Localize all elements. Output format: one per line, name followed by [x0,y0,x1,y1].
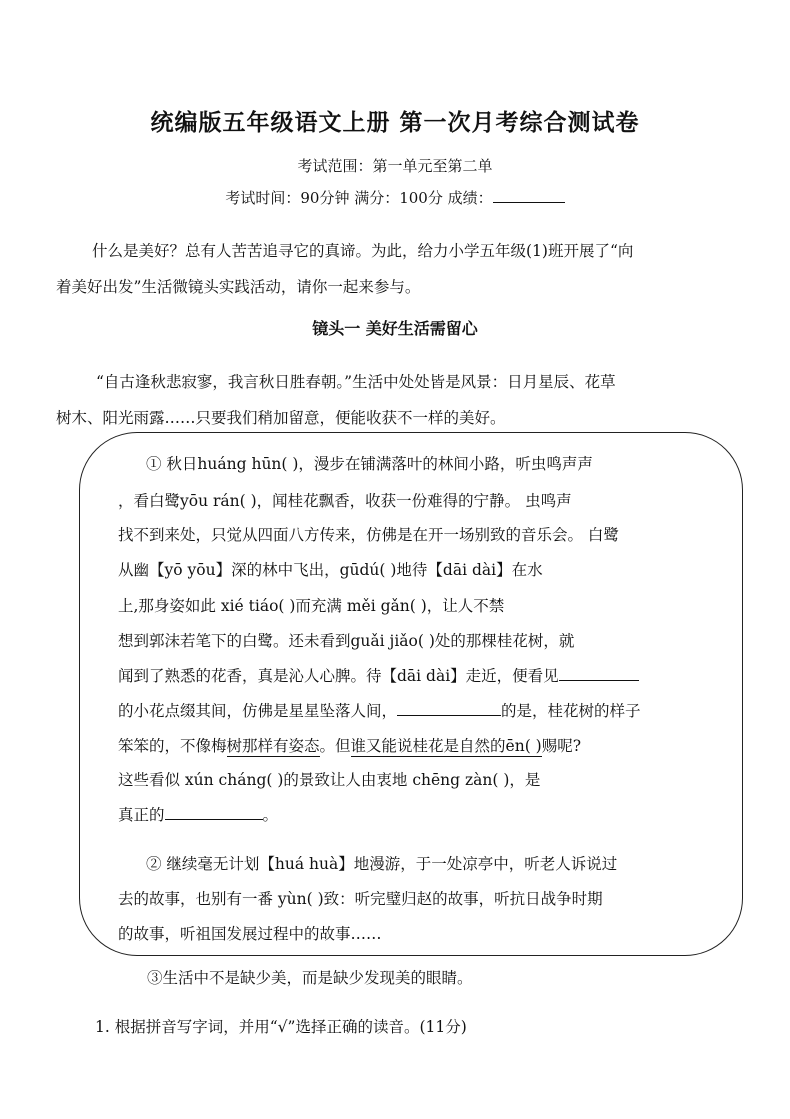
passage-line-8-text-a: 的小花点缀其间，仿佛是星星坠落人间， [118,702,398,720]
passage-line-11 [118,803,278,825]
passage-line-9-text-e: 赐呢? [541,737,582,755]
passage-line-11-end: 。 [262,806,279,824]
passage-line-3: 找不到来处，只觉从四面八方传来，仿佛是在开一场别致的音乐会。 白鹭 [118,526,619,544]
passage-line-8-text-b: 的是，桂花树的样子 [501,702,641,720]
exam-range: 考试范围：第一单元至第二单 [297,157,493,175]
passage-line-7-text: 闻到了熟悉的花香，真是沁人心脾。待【dāi dài】走近，便看见 [118,667,559,685]
intro-paragraph [56,233,740,305]
answer-blank [165,803,263,820]
underlined-phrase: 树那样有姿态 [227,734,320,757]
underlined-question: 谁又能说桂花是自然的ēn( ) [351,734,542,757]
passage-line-1: ① 秋日huáng hūn( )，漫步在铺满落叶的林间小路，听虫鸣声声 [146,455,593,473]
answer-blank [397,699,501,716]
passage-line-6: 想到郭沫若笔下的白鹭。还未看到guǎi jiǎo( )处的那棵桂花树，就 [118,632,575,650]
section-title: 镜头一 美好生活需留心 [312,319,478,338]
question-1: 1. 根据拼音写字词，并用“√”选择正确的读音。(11分) [95,1018,467,1036]
passage-line-5: 上,那身姿如此 xié tiáo( )而充满 měi gǎn( )，让人不禁 [118,597,505,615]
passage-line-2: ，看白鹭yōu rán( )，闻桂花飘香，收获一份难得的宁静。 虫鸣声 [118,492,572,510]
intro-line-2: 着美好出发”生活微镜头实践活动，请你一起来参与。 [56,278,421,296]
intro-line-1: 什么是美好？总有人苦苦追寻它的真谛。为此，给力小学五年级(1)班开展了“向 [92,242,634,260]
page-title: 统编版五年级语文上册 第一次月考综合测试卷 [150,109,640,136]
passage-line-9 [118,734,581,757]
passage-line-9-text-a: 笨笨的，不像梅 [118,737,227,755]
quote-paragraph [56,364,740,436]
passage-line-11-text: 真正的 [118,806,165,824]
passage-line-7 [118,664,639,686]
passage-line-4: 从幽【yō yōu】深的林中飞出，gūdú( )地待【dāi dài】在水 [118,561,543,579]
answer-blank [559,664,639,681]
exam-info [0,187,790,208]
exam-info-text: 考试时间：90分钟 满分：100分 成绩： [225,189,493,207]
passage-line-9-text-c: 。但 [319,737,351,755]
quote-line-2: 树木、阳光雨露……只要我们稍加留意，便能收获不一样的美好。 [56,409,506,427]
passage-para-3: ③生活中不是缺少美，而是缺少发现美的眼睛。 [147,969,473,987]
passage-line-8 [118,699,641,721]
passage-p2-line-3: 的故事，听祖国发展过程中的故事…… [118,925,382,943]
passage-p2-line-1: ② 继续毫无计划【huá huà】地漫游，于一处凉亭中，听老人诉说过 [146,855,618,873]
passage-line-10: 这些看似 xún cháng( )的景致让人由衷地 chēng zàn( )，是 [118,771,541,789]
passage-p2-line-2: 去的故事，也别有一番 yùn( )致：听完璧归赵的故事，听抗日战争时期 [118,890,603,908]
quote-line-1: “自古逢秋悲寂寥，我言秋日胜春朝。”生活中处处皆是风景：日月星辰、花草 [96,373,616,391]
score-blank [493,188,565,203]
